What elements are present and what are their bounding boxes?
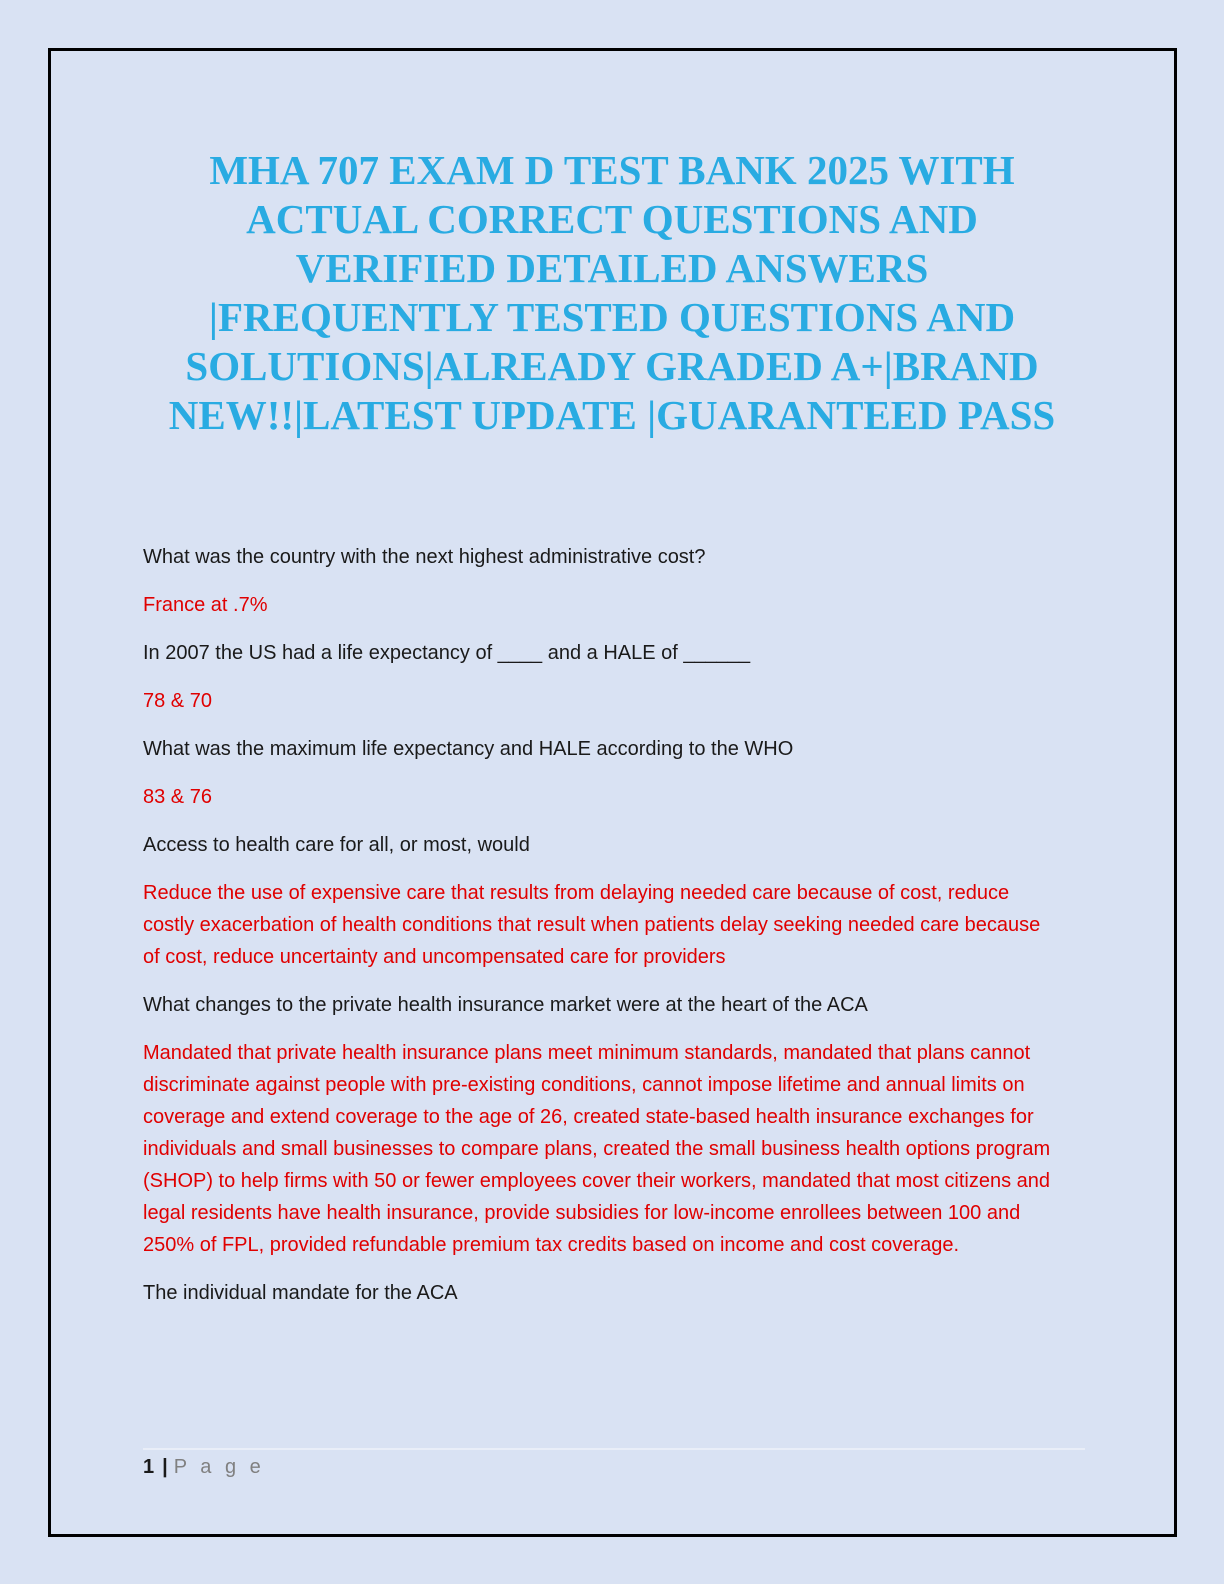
question-paragraph: Access to health care for all, or most, would (143, 834, 530, 856)
question-paragraph: The individual mandate for the ACA (143, 1282, 458, 1304)
page-label: P a g e (173, 1456, 265, 1478)
page-footer (143, 1456, 265, 1479)
question-paragraph: What changes to the private health insurance market were at the heart of the ACA (143, 994, 868, 1016)
answer-paragraph: 78 & 70 (143, 690, 212, 712)
title-line: VERIFIED DETAILED ANSWERS (295, 245, 929, 291)
question-answer-list (143, 541, 1060, 1325)
title-line: NEW!!|LATEST UPDATE |GUARANTEED PASS (168, 392, 1056, 438)
answer-paragraph: 83 & 76 (143, 786, 212, 808)
title-line: |FREQUENTLY TESTED QUESTIONS AND (208, 294, 1016, 340)
question-paragraph: In 2007 the US had a life expectancy of ____ and a HALE of ______ (143, 642, 751, 664)
answer-paragraph: Mandated that private health insurance plans meet minimum standards, mandated that plans cannot discriminate against people with pre-existing conditions, cannot impose lifetime and annual limits on coverage and extend coverage to the age of 26, created state-based health insurance exchanges for individuals and small businesses to compare plans, created the small business health options program (SHOP) to help firms with 50 or fewer employees cover their workers, mandated that most citizens and legal residents have health insurance, provide subsidies for low-income enrollees between 100 and 250% of FPL, provided refundable premium tax credits based on income and cost coverage. (143, 1042, 1051, 1256)
title-line: SOLUTIONS|ALREADY GRADED A+|BRAND (185, 343, 1039, 389)
footer-divider: | (162, 1456, 168, 1478)
answer-paragraph: Reduce the use of expensive care that results from delaying needed care because of cost, reduce costly exacerbation of health conditions that result when patients delay seeking needed care because of cost, reduce uncertainty and uncompensated care for providers (143, 882, 1041, 968)
question-paragraph: What was the maximum life expectancy and HALE according to the WHO (143, 738, 794, 760)
title-line: ACTUAL CORRECT QUESTIONS AND (246, 196, 978, 242)
title-line: MHA 707 EXAM D TEST BANK 2025 WITH (209, 147, 1015, 193)
question-paragraph: What was the country with the next highest administrative cost? (143, 546, 706, 568)
answer-paragraph: France at .7% (143, 594, 268, 616)
footer-separator-line (143, 1448, 1085, 1450)
page-number: 1 (143, 1456, 155, 1478)
document-title (100, 146, 1124, 440)
